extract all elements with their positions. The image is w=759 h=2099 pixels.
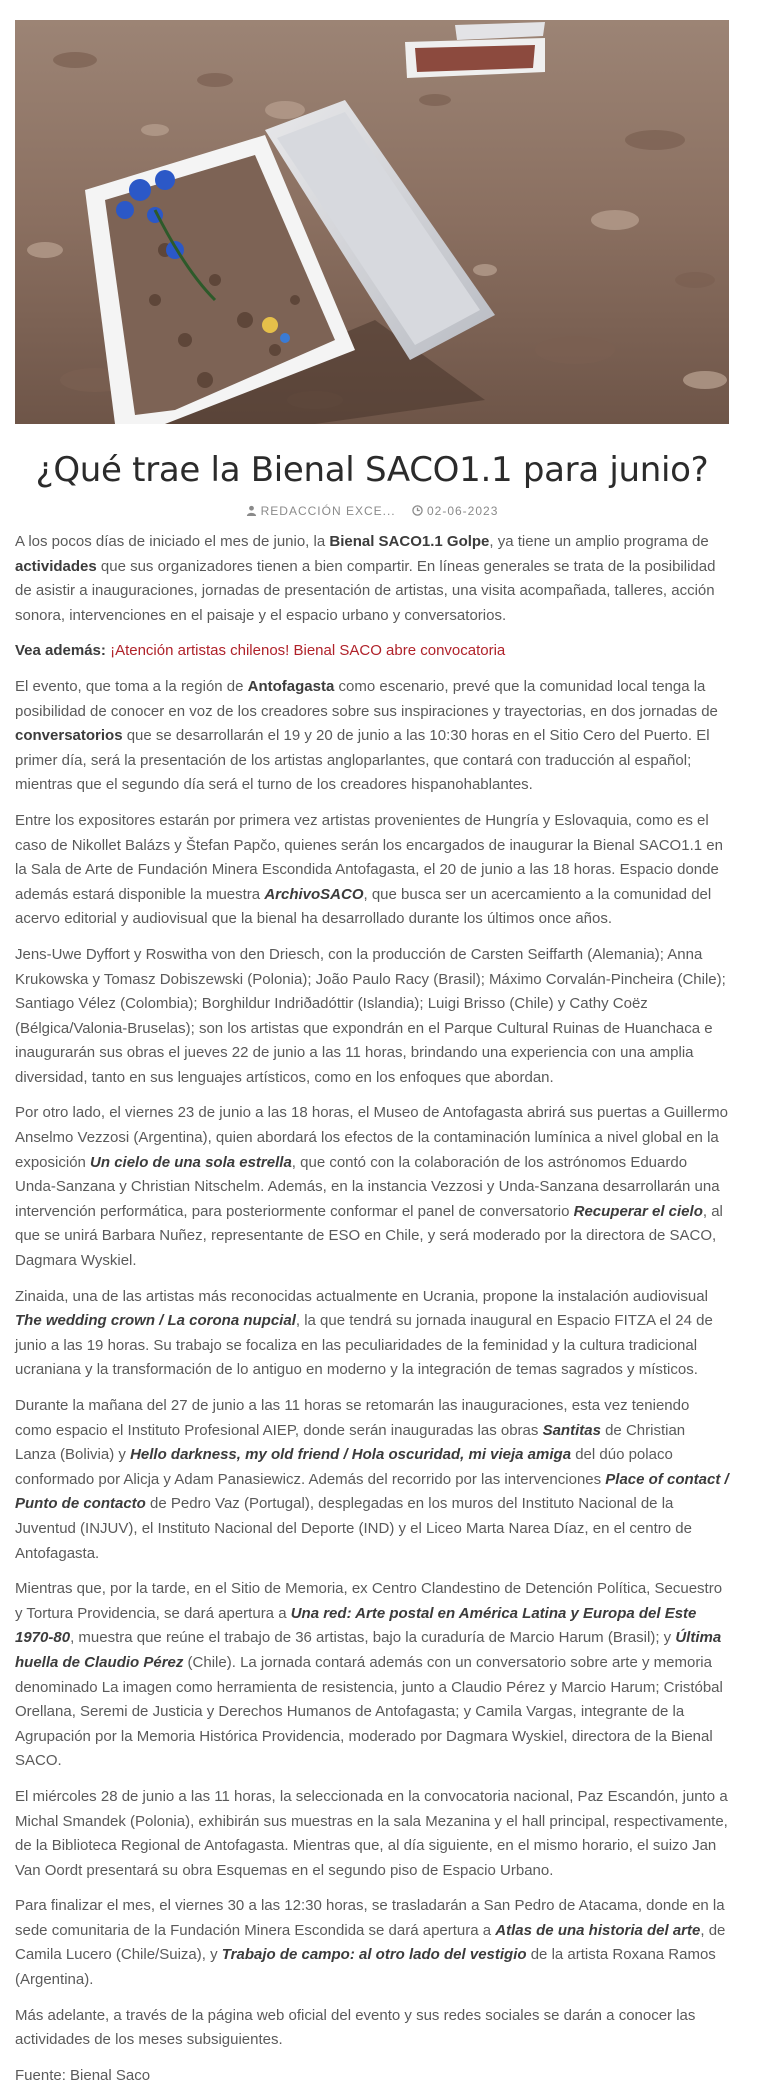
paragraph-6: Zinaida, una de las artistas más reconocidas actualmente en Ucrania, propone la instalación audiovisual The wedding crown / La corona nupcial, la que tendrá su jornada inaugural en Espacio FITZA el 24 de junio a las 19 horas. Su trabajo se focaliza en las peculiaridades de la feminidad y la cultura tradicional ucraniana y la transformación de lo antiguo en moderno y la integración de temas sagrados y místicos. (15, 1287, 713, 1379)
user-icon (246, 505, 257, 516)
see-also-link[interactable]: ¡Atención artistas chilenos! Bienal SACO abre convocatoria (110, 642, 506, 660)
page-title: ¿Qué trae la Bienal SACO1.1 para junio? (35, 450, 709, 490)
article-meta (15, 504, 729, 518)
paragraph-3: Entre los expositores estarán por primera vez artistas provenientes de Hungría y Eslovaquia, como es el caso de Nikollet Balázs y Štefan Papčo, quienes serán los encargados de inaugurar la Bienal SACO1.1 en la Sala de Arte de Fundación Minera Escondida Antofagasta, el 20 de junio a las 18 horas. Espacio donde además estará disponible la muestra ArchivoSACO, que busca ser un acercamiento a la comunidad del acervo editorial y audiovisual que la bienal ha desarrollado durante los últimos once años. (15, 811, 723, 928)
clock-icon (412, 505, 423, 516)
paragraph-7: Durante la mañana del 27 de junio a las 11 horas se retomarán las inauguraciones, esta vez teniendo como espacio el Instituto Profesional AIEP, donde serán inauguradas las obras Santitas de Christian Lanza (Bolivia) y Hello darkness, my old friend / Hola oscuridad, mi vieja amiga del dúo polaco conformado por Alicja y Adam Panasiewicz. Además del recorrido por las intervenciones Place of contact / Punto de contacto de Pedro Vaz (Portugal), desplegadas en los muros del Instituto Nacional de la Juventud (INJUV), el Instituto Nacional del Deporte (IND) y el Liceo Marta Narea Díaz, en el centro de Antofagasta. (15, 1397, 729, 1562)
paragraph-5: Por otro lado, el viernes 23 de junio a las 18 horas, el Museo de Antofagasta abrirá sus puertas a Guillermo Anselmo Vezzosi (Argentina), quien abordará los efectos de la contaminación lumínica a nivel global en la exposición Un cielo de una sola estrella, que contó con la colaboración de los astrónomos Eduardo Unda-Sanzana y Christian Nitschelm. Además, en la instancia Vezzosi y Unda-Sanzana desarrollarán una intervención performática, para posteriormente conformar el panel de conversatorio Recuperar el cielo, al que se unirá Barbara Nuñez, representante de ESO en Chile, y será moderado por la directora de SACO, Dagmara Wyskiel. (15, 1104, 728, 1270)
see-also-label: Vea además: (15, 642, 106, 660)
date-value: 02-06-2023 (426, 504, 499, 518)
paragraph-10: Para finalizar el mes, el viernes 30 a las 12:30 horas, se trasladarán a San Pedro de Atacama, donde en la sede comunitaria de la Fundación Minera Escondida se dará apertura a Atlas de una historia del arte, de Camila Lucero (Chile/Suiza), y Trabajo de campo: al otro lado del vestigio de la artista Roxana Ramos (Argentina). (15, 1897, 726, 1989)
article-body (15, 530, 729, 2099)
source-line: Fuente: Bienal Saco (15, 2066, 151, 2084)
hero-image (15, 20, 729, 424)
publish-date (412, 504, 498, 518)
desert-coffins-photo (15, 20, 729, 424)
paragraph-1: A los pocos días de iniciado el mes de junio, la Bienal SACO1.1 Golpe, ya tiene un amplio programa de actividades que sus organizadores tienen a bien compartir. En líneas generales se trata de la posibilidad de asistir a inauguraciones, jornadas de presentación de artistas, una visita acompañada, talleres, acción sonora, intervenciones en el paisaje y el espacio urbano y conversatorios. (15, 533, 716, 624)
see-also (15, 639, 729, 664)
paragraph-8: Mientras que, por la tarde, en el Sitio de Memoria, ex Centro Clandestino de Detención Política, Secuestro y Tortura Providencia, se dará apertura a Una red: Arte postal en América Latina y Europa del Este 1970-80, muestra que reúne el trabajo de 36 artistas, bajo la curaduría de Marcio Harum (Brasil); y Última huella de Claudio Pérez (Chile). La jornada contará además con un conversatorio sobre arte y memoria denominado La imagen como herramienta de resistencia, junto a Claudio Pérez y Marcio Harum; Cristóbal Orellana, Seremi de Justicia y Derechos Humanos de Antofagasta; y Camila Vargas, integrante de la Agrupación por la Memoria Histórica Providencia, moderado por Dagmara Wyskiel, directora de la Bienal SACO. (15, 1580, 723, 1770)
paragraph-4: Jens-Uwe Dyffort y Roswitha von den Driesch, con la producción de Carsten Seiffarth (Alemania); Anna Krukowska y Tomasz Dobiszewski (Polonia); João Paulo Racy (Brasil); Máximo Corvalán-Pincheira (Chile); Santiago Vélez (Colombia); Borghildur Indriðadóttir (Islandia); Luigi Brisso (Chile) y Cathy Coëz (Bélgica/Valonia-Bruselas); son los artistas que expondrán en el Parque Cultural Ruinas de Huanchaca e inaugurarán sus obras el jueves 22 de junio a las 11 horas, brindando una experiencia con una amplia diversidad, tanto en sus lenguajes artísticos, como en los enfoques que abordan. (15, 945, 726, 1086)
author-byline[interactable] (246, 504, 396, 518)
paragraph-9: El miércoles 28 de junio a las 11 horas, la seleccionada en la convocatoria nacional, Paz Escandón, junto a Michal Smandek (Polonia), exhibirán sus muestras en la sala Mezanina y el hall principal, respectivamente, de la Biblioteca Regional de Antofagasta. Mientras que, al día siguiente, en el mismo horario, el suizo Jan Van Oordt presentará su obra Esquemas en el segundo piso de Espacio Urbano. (15, 1787, 728, 1879)
paragraph-2: El evento, que toma a la región de Antofagasta como escenario, prevé que la comunidad local tenga la posibilidad de conocer en voz de los creadores sobre sus inspiraciones y trayectorias, en dos jornadas de conversatorios que se desarrollarán el 19 y 20 de junio a las 10:30 horas en el Sitio Cero del Puerto. El primer día, será la presentación de los artistas angloparlantes, que contará con traducción al español; mientras que el segundo día será el turno de los creadores hispanohablantes. (15, 677, 718, 794)
author-name: REDACCIÓN EXCE... (260, 504, 396, 518)
paragraph-11: Más adelante, a través de la página web oficial del evento y sus redes sociales se darán a conocer las actividades de los meses subsiguientes. (15, 2006, 696, 2049)
